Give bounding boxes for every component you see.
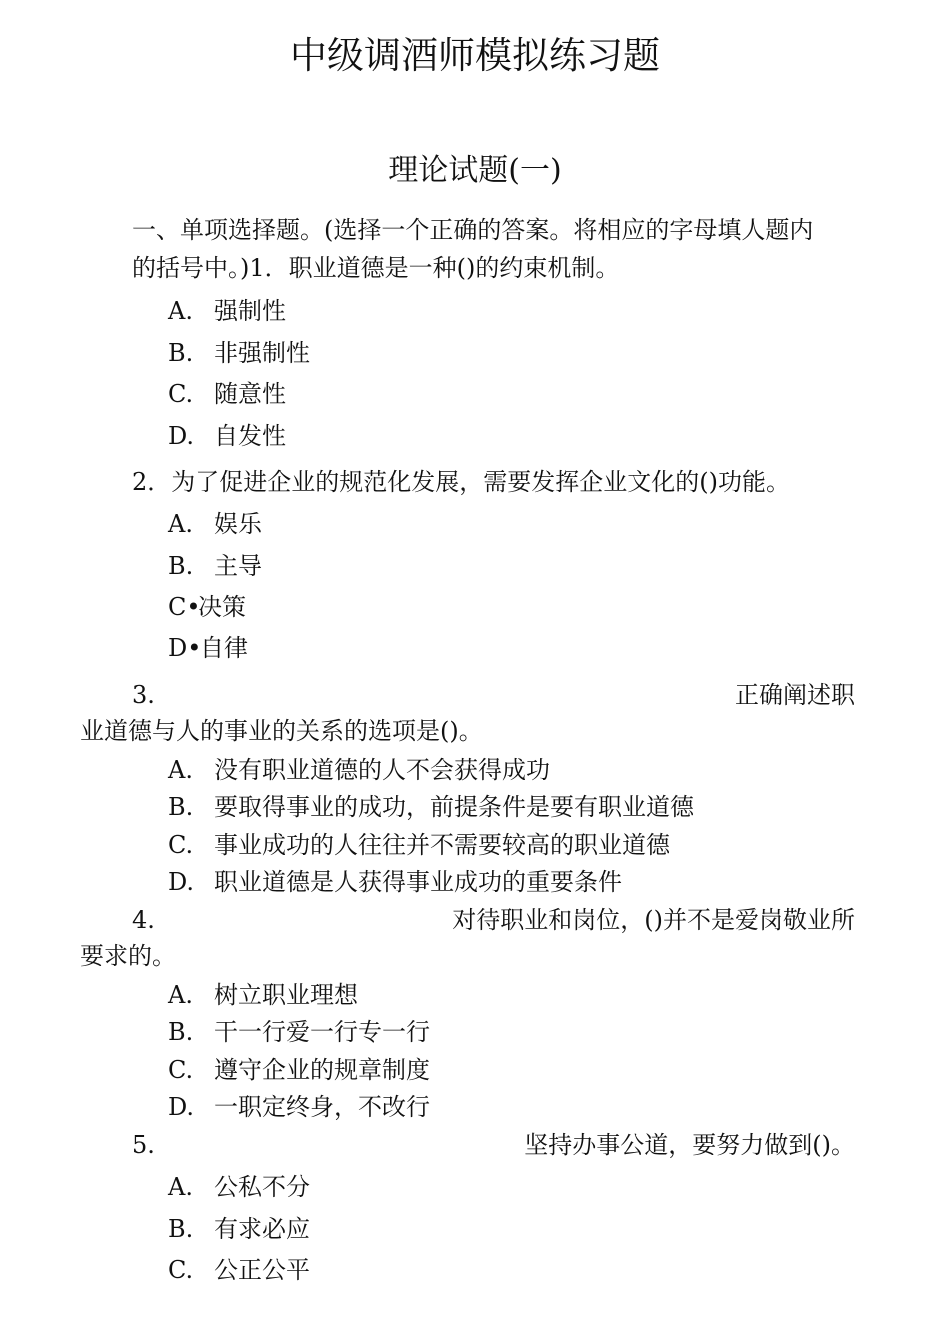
option-text: 事业成功的人往往并不需要较高的职业道德: [214, 831, 670, 859]
option-label: B.: [168, 793, 194, 821]
question-3-number: 3.: [132, 681, 155, 709]
question-1-text: 的括号中。)1．职业道德是一种()的约束机制。: [132, 254, 620, 282]
option-label: B.: [168, 1215, 194, 1243]
option-label: D.: [168, 868, 195, 896]
option-text: 树立职业理想: [214, 981, 358, 1009]
option-label: D.: [168, 1093, 195, 1121]
option-text: 有求必应: [214, 1215, 310, 1243]
option-text: 公私不分: [214, 1173, 310, 1201]
question-2-text: 2．为了促进企业的规范化发展，需要发挥企业文化的()功能。: [132, 468, 790, 496]
option-text: 决策: [198, 593, 246, 621]
option-label: C•: [168, 593, 201, 621]
section-title: 理论试题(一): [388, 153, 562, 188]
option-label: A.: [168, 1173, 193, 1201]
option-label: A.: [168, 510, 193, 538]
question-3-text: 正确阐述职: [735, 681, 855, 709]
option-label: A.: [168, 756, 193, 784]
instructions-line-1: 一、单项选择题。(选择一个正确的答案。将相应的字母填人题内: [132, 216, 814, 244]
option-text: 没有职业道德的人不会获得成功: [214, 756, 550, 784]
option-text: 强制性: [214, 297, 286, 325]
option-text: 自发性: [214, 422, 286, 450]
option-text: 娱乐: [214, 510, 262, 538]
option-label: B.: [168, 552, 194, 580]
question-5-number: 5.: [132, 1131, 155, 1159]
option-label: B.: [168, 1018, 194, 1046]
option-label: C.: [168, 1256, 194, 1284]
option-text: 非强制性: [214, 339, 310, 367]
question-4-number: 4.: [132, 906, 155, 934]
option-label: B.: [168, 339, 194, 367]
option-text: 一职定终身，不改行: [214, 1093, 430, 1121]
question-5-text: 坚持办事公道，要努力做到()。: [524, 1131, 855, 1159]
option-text: 遵守企业的规章制度: [214, 1056, 430, 1084]
question-3-text-continued: 业道德与人的事业的关系的选项是()。: [80, 717, 483, 745]
option-text: 随意性: [214, 380, 286, 408]
question-4-text: 对待职业和岗位，()并不是爱岗敬业所: [452, 906, 855, 934]
option-label: D.: [168, 422, 195, 450]
question-4-text-continued: 要求的。: [80, 942, 176, 970]
option-text: 自律: [200, 634, 248, 662]
option-label: C.: [168, 380, 194, 408]
option-text: 干一行爱一行专一行: [214, 1018, 430, 1046]
document-title: 中级调酒师模拟练习题: [290, 34, 660, 77]
option-text: 公正公平: [214, 1256, 310, 1284]
option-label: C.: [168, 831, 194, 859]
option-text: 主导: [214, 552, 262, 580]
option-text: 职业道德是人获得事业成功的重要条件: [214, 868, 622, 896]
option-label: C.: [168, 1056, 194, 1084]
option-label: D•: [168, 634, 202, 662]
option-text: 要取得事业的成功，前提条件是要有职业道德: [214, 793, 694, 821]
option-label: A.: [168, 981, 193, 1009]
option-label: A.: [168, 297, 193, 325]
